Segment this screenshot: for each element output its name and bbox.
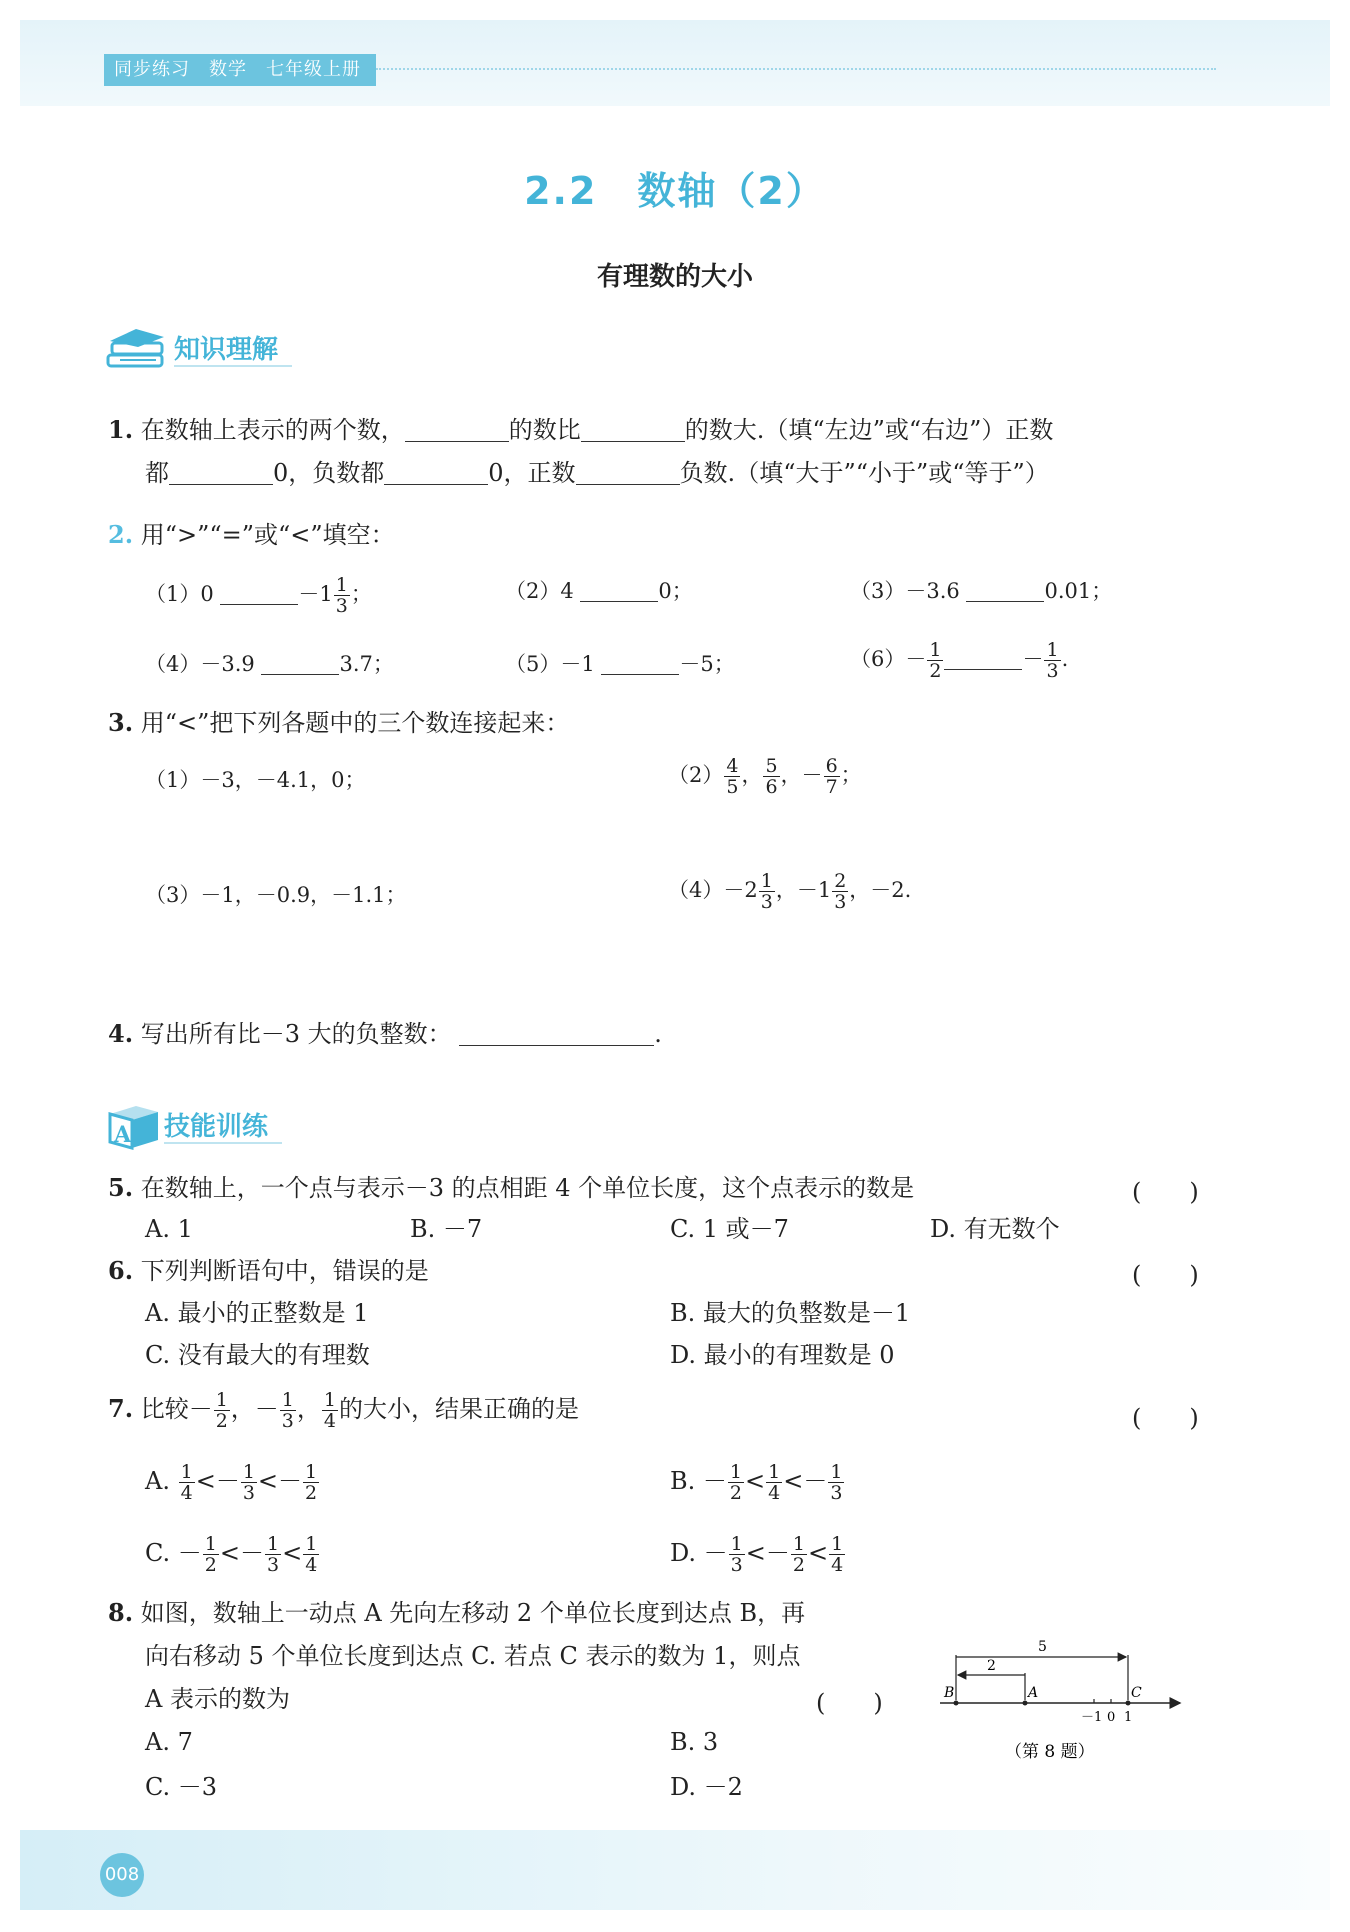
q1-blank-5[interactable]: [576, 458, 680, 485]
q3-part-text: ，: [741, 763, 763, 787]
fraction: $\frac{1}{3}$: [281, 1389, 294, 1432]
page-subtitle: 有理数的大小: [596, 262, 753, 292]
q6-option-c[interactable]: C. 没有最大的有理数: [145, 1341, 370, 1369]
q1-blank-3[interactable]: [169, 458, 273, 485]
q8-option-b[interactable]: B. 3: [670, 1728, 719, 1756]
q7-number: 7.: [108, 1394, 134, 1423]
q2-part-text: （4）－3.9: [145, 652, 255, 676]
q5-option-d[interactable]: D. 有无数个: [930, 1215, 1060, 1243]
q1-text: 负数.（填“大于”“小于”或“等于”）: [679, 459, 1049, 487]
q7-line: [108, 1390, 579, 1431]
skills-icon-letter: A: [114, 1122, 132, 1148]
q6-line: [108, 1255, 429, 1287]
q8-number: 8.: [108, 1598, 134, 1627]
q1-text: 0，正数: [488, 459, 576, 487]
label-b: B: [944, 1685, 955, 1701]
label-5: 5: [1038, 1639, 1047, 1655]
point-b: [954, 1701, 959, 1706]
q4-line: [108, 1018, 662, 1050]
fraction: $\frac{1}{2}$: [215, 1389, 228, 1432]
q7-option-b[interactable]: B. － $\frac{1}{2}$ < $\frac{1}{4}$ <－ $\frac{1}{3}$: [670, 1461, 843, 1504]
q8-number-line-figure: [930, 1625, 1190, 1765]
fraction: $\frac{5}{6}$: [765, 755, 778, 798]
q2-part-text: －5；: [679, 652, 735, 676]
q6-option-d[interactable]: D. 最小的有理数是 0: [670, 1341, 895, 1369]
q3-part4: [668, 871, 911, 912]
tick-label-1: 1: [1124, 1710, 1133, 1725]
q2-blank-4[interactable]: [261, 648, 339, 675]
q7-option-a[interactable]: A. $\frac{1}{4}$ <－ $\frac{1}{3}$ <－ $\frac{1}{2}$: [145, 1461, 318, 1504]
q1-line2: [145, 457, 1049, 489]
tick-label-0: 0: [1107, 1710, 1116, 1725]
q2-part1: [145, 575, 372, 616]
q2-part-text: .: [1061, 647, 1069, 671]
q2-blank-2[interactable]: [580, 575, 658, 602]
q2-part2: [505, 575, 693, 607]
q2-part-text: ；: [350, 582, 372, 606]
q3-part-text: ，－2.: [849, 878, 912, 902]
q5-option-a[interactable]: A. 1: [145, 1215, 193, 1243]
q4-text: .: [654, 1020, 662, 1048]
fraction: $\frac{1}{3}$: [760, 870, 773, 913]
q2-part-text: （1）0: [145, 582, 214, 606]
q8-line1: [108, 1597, 805, 1629]
q3-part-text: ，－: [780, 763, 823, 787]
q5-option-b[interactable]: B. －7: [410, 1215, 483, 1243]
q2-part-text: 0.01；: [1044, 579, 1113, 603]
q4-text: 写出所有比－3 大的负整数：: [140, 1020, 452, 1048]
fraction: $\frac{6}{7}$: [825, 755, 838, 798]
tick-label-neg1: －1: [1081, 1710, 1103, 1725]
section-knowledge-title: 知识理解: [174, 335, 279, 365]
fraction: $\frac{1}{3}$: [335, 574, 348, 617]
q8-line2: 向右移动 5 个单位长度到达点 C. 若点 C 表示的数为 1，则点: [145, 1642, 801, 1670]
point-a: [1023, 1701, 1028, 1706]
header-rule: [376, 68, 1216, 70]
q7-text: ，－: [230, 1395, 279, 1423]
book-stack-icon: [106, 325, 166, 371]
q2-part-text: 3.7；: [339, 652, 394, 676]
q2-part-text: 0；: [658, 579, 693, 603]
q2-blank-6[interactable]: [944, 643, 1022, 670]
q8-option-c[interactable]: C. －3: [145, 1773, 218, 1801]
q7-option-c[interactable]: C. － $\frac{1}{2}$ <－ $\frac{1}{3}$ < $\frac{1}{4}$: [145, 1533, 318, 1576]
section-knowledge: [106, 325, 279, 375]
q7-text: ，: [296, 1395, 321, 1423]
footer-band: [20, 1830, 1330, 1910]
q2-blank-3[interactable]: [966, 575, 1044, 602]
q1-text: 都: [145, 459, 169, 487]
q2-part3: [850, 575, 1112, 607]
q2-part-text: （6）－: [850, 647, 927, 671]
q1-number: 1.: [108, 415, 134, 444]
q8-text: 如图，数轴上一动点 A 先向左移动 2 个单位长度到达点 B，再: [140, 1599, 806, 1627]
q2-part6: [850, 640, 1068, 681]
q8-answer-paren[interactable]: ( ): [816, 1689, 883, 1717]
q6-option-b[interactable]: B. 最大的负整数是－1: [670, 1299, 911, 1327]
q1-text: 0，负数都: [273, 459, 385, 487]
q2-number: 2.: [108, 520, 134, 549]
q1-blank-1[interactable]: [405, 415, 509, 442]
q6-number: 6.: [108, 1256, 134, 1285]
q4-number: 4.: [108, 1019, 134, 1048]
q1-text: 的数大.（填“左边”或“右边”）正数: [684, 416, 1054, 444]
page-title: 2.2 数轴（2）: [524, 169, 826, 213]
q5-number: 5.: [108, 1173, 134, 1202]
q6-answer-paren[interactable]: ( ): [1132, 1261, 1199, 1289]
q3-part-text: （2）: [668, 763, 724, 787]
q2-text: 用“>”“=”或“<”填空：: [140, 521, 395, 549]
header-tag: 同步练习 数学 七年级上册: [104, 54, 376, 86]
fraction: $\frac{4}{5}$: [726, 755, 739, 798]
fraction: $\frac{2}{3}$: [834, 870, 847, 913]
page-number: 008: [100, 1853, 144, 1897]
figure-caption: （第 8 题）: [1005, 1742, 1095, 1762]
fraction: $\frac{1}{3}$: [1046, 639, 1059, 682]
section-underline: [164, 1142, 282, 1144]
letter-cube-icon: [106, 1102, 162, 1150]
q3-part-text: ，－1: [775, 878, 832, 902]
q8-line3: A 表示的数为: [145, 1685, 290, 1713]
q2-part-text: （5）－1: [505, 652, 595, 676]
q7-text: 的大小，结果正确的是: [338, 1395, 579, 1423]
q8-option-d[interactable]: D. －2: [670, 1773, 743, 1801]
section-underline: [174, 365, 292, 367]
q2-part-text: －: [1022, 647, 1044, 671]
fraction: $\frac{1}{4}$: [323, 1389, 336, 1432]
q3-part-text: ；: [840, 763, 862, 787]
q3-part2: [668, 756, 862, 797]
q6-option-a[interactable]: A. 最小的正整数是 1: [145, 1299, 369, 1327]
label-c: C: [1131, 1685, 1142, 1701]
q7-answer-paren[interactable]: ( ): [1132, 1404, 1199, 1432]
q3-number: 3.: [108, 708, 134, 737]
q7-text: 比较－: [140, 1395, 213, 1423]
q7-option-d[interactable]: D. － $\frac{1}{3}$ <－ $\frac{1}{2}$ < $\frac{1}{4}$: [670, 1533, 844, 1576]
q2-part-text: －1: [298, 582, 333, 606]
label-2: 2: [987, 1658, 996, 1674]
q5-line: [108, 1172, 914, 1204]
q1-blank-4[interactable]: [384, 458, 488, 485]
q3-line: [108, 707, 569, 739]
q8-option-a[interactable]: A. 7: [145, 1728, 193, 1756]
q3-text: 用“<”把下列各题中的三个数连接起来：: [140, 709, 570, 737]
section-skills-title: 技能训练: [164, 1112, 269, 1142]
label-a: A: [1028, 1685, 1039, 1701]
section-skills: [106, 1102, 269, 1152]
q5-text: 在数轴上，一个点与表示－3 的点相距 4 个单位长度，这个点表示的数是: [140, 1174, 915, 1202]
q2-line: [108, 519, 395, 551]
q2-part5: [505, 648, 735, 680]
q3-part-text: （4）－2: [668, 878, 758, 902]
q2-part-text: （3）－3.6: [850, 579, 960, 603]
q1-text: 在数轴上表示的两个数，: [140, 416, 405, 444]
q3-part1: （1）－3，－4.1，0；: [145, 768, 366, 792]
q2-part4: [145, 648, 394, 680]
fraction: $\frac{1}{2}$: [929, 639, 942, 682]
q1-text: 的数比: [508, 416, 581, 444]
q3-part3: （3）－1，－0.9，－1.1；: [145, 883, 407, 907]
q2-part-text: （2）4: [505, 579, 574, 603]
q1-line1: [108, 414, 1053, 446]
q5-option-c[interactable]: C. 1 或－7: [670, 1215, 789, 1243]
point-c: [1126, 1701, 1131, 1706]
q1-blank-2[interactable]: [581, 415, 685, 442]
q5-answer-paren[interactable]: ( ): [1132, 1178, 1199, 1206]
q2-blank-5[interactable]: [601, 648, 679, 675]
q4-blank[interactable]: [459, 1019, 654, 1046]
q6-text: 下列判断语句中，错误的是: [140, 1257, 429, 1285]
q2-blank-1[interactable]: [220, 578, 298, 605]
